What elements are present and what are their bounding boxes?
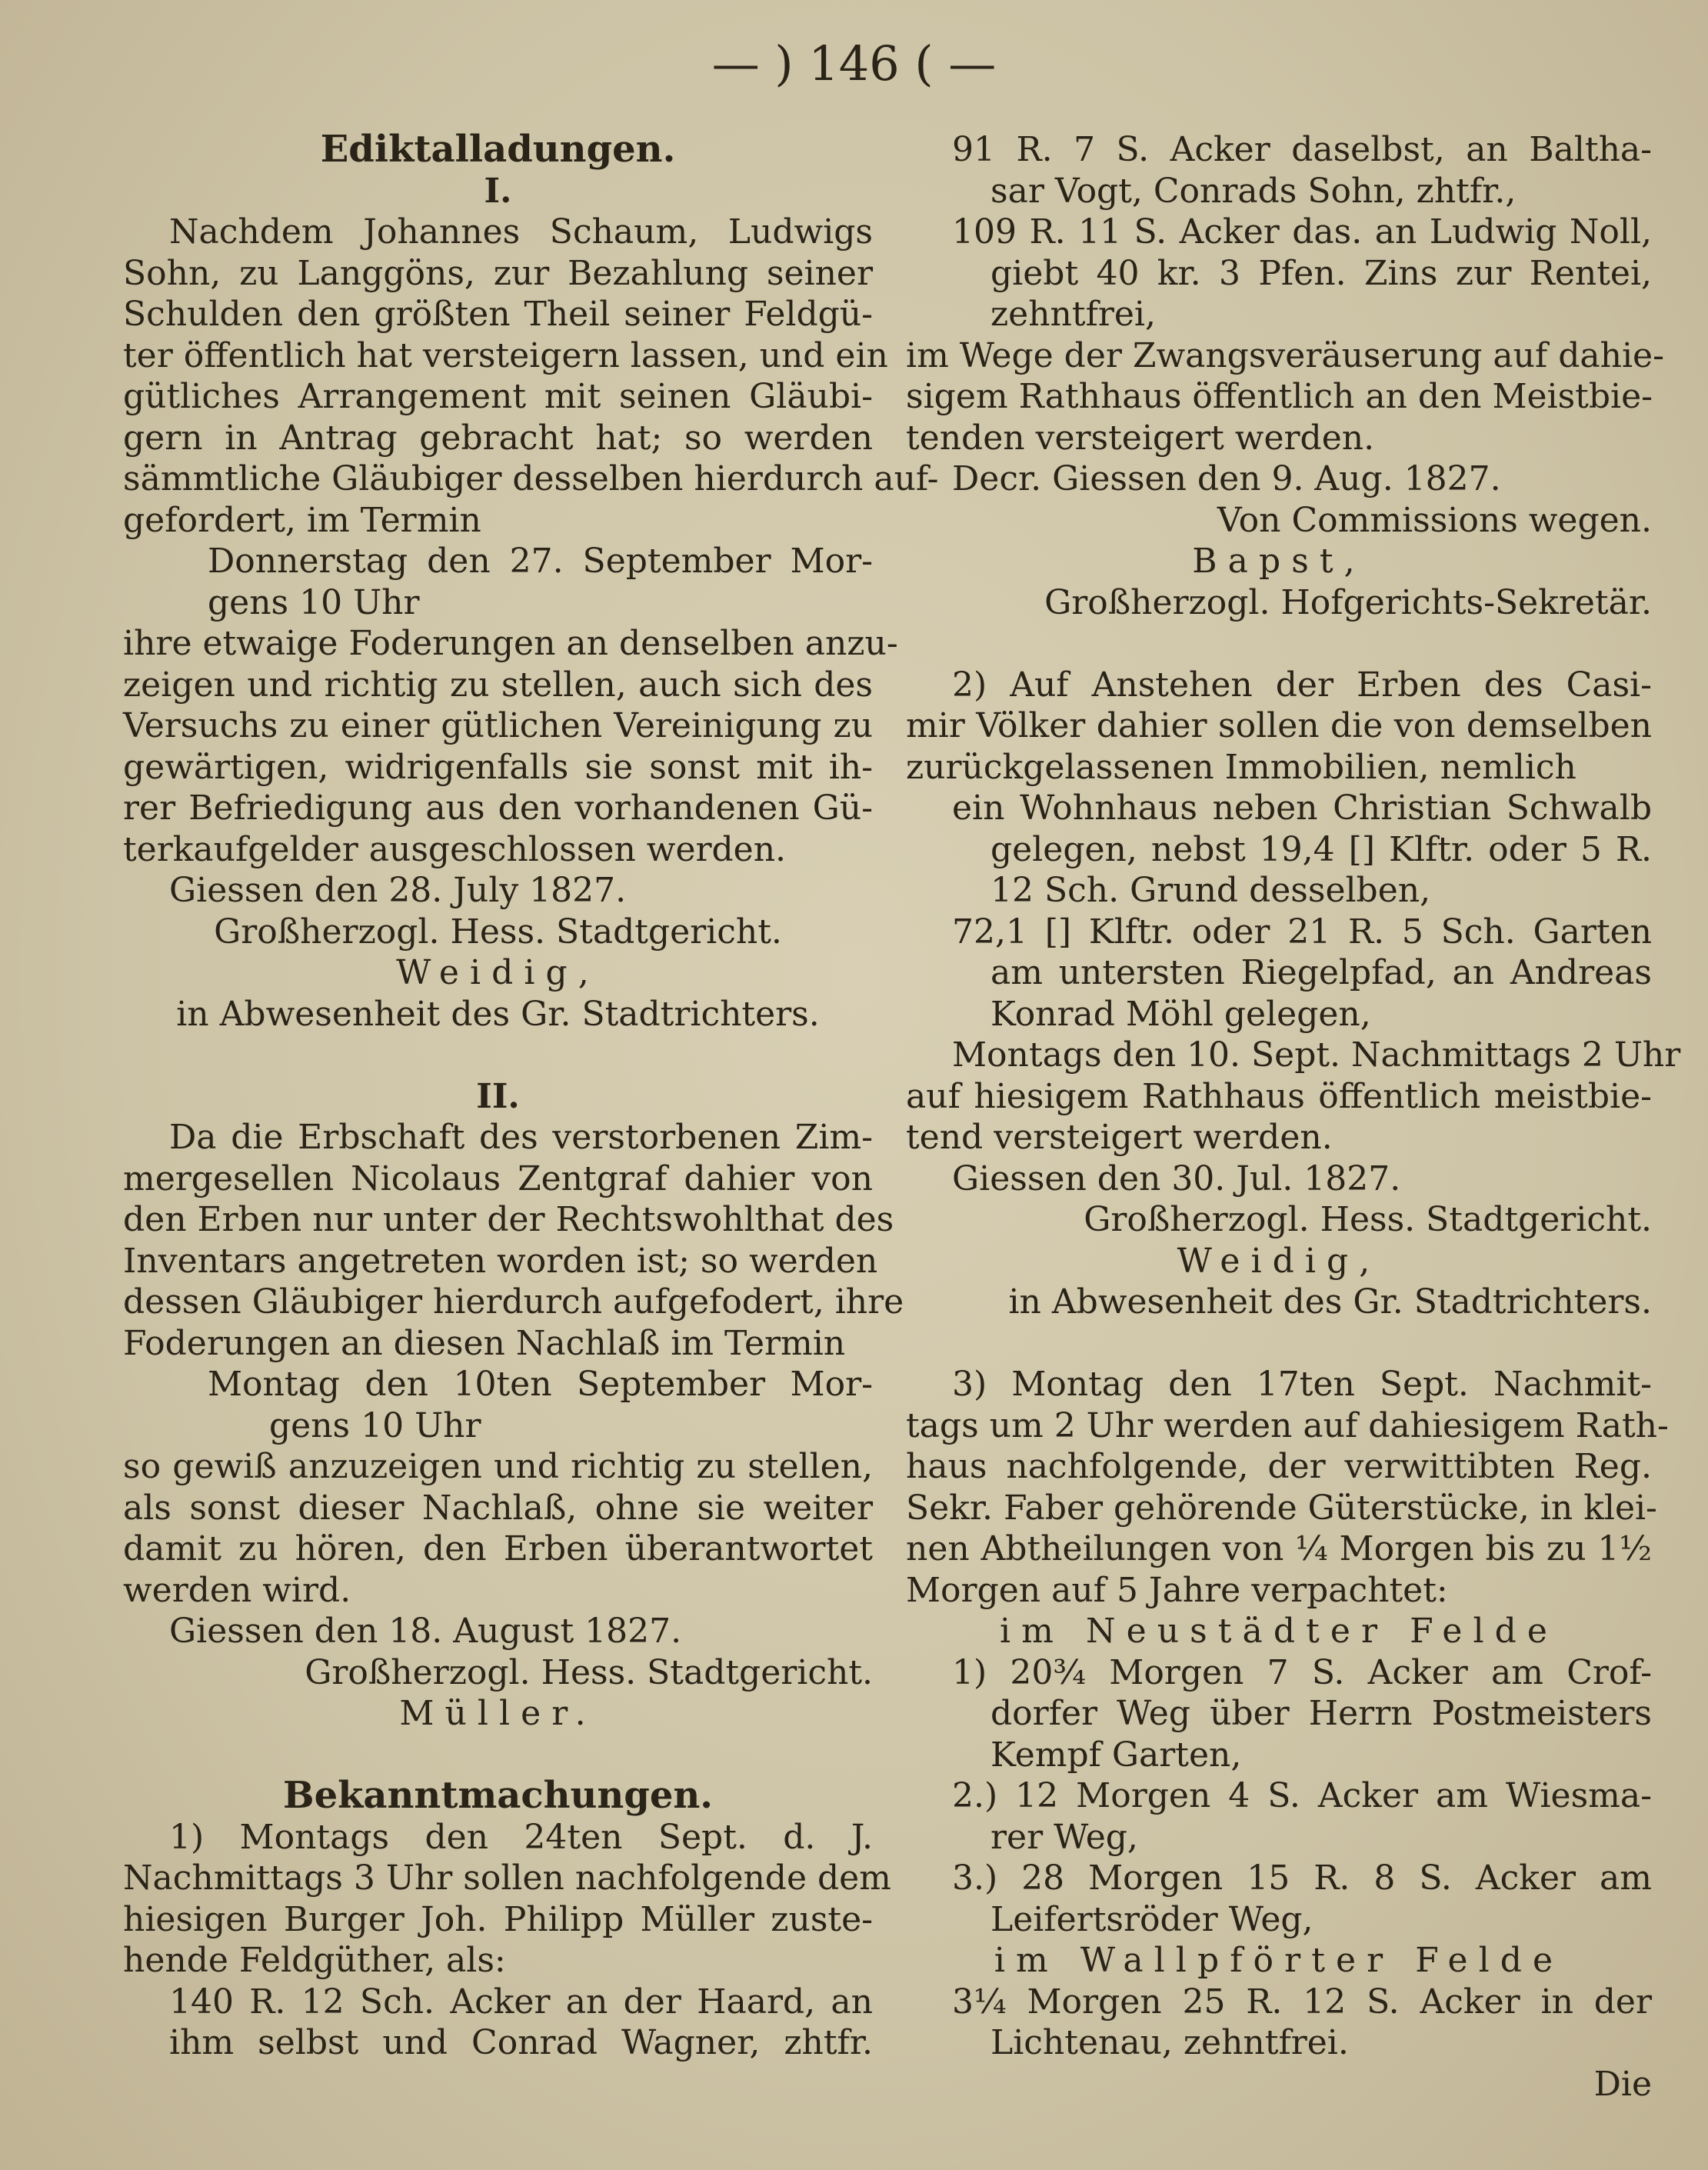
court-name: Großherzogl. Hess. Stadtgericht. — [214, 912, 782, 952]
signatory-name: Müller. — [399, 1694, 597, 1733]
text-line: nen Abtheilungen von ¼ Morgen bis zu 1½ — [906, 1529, 1652, 1568]
text-line: Sohn, zu Langgöns, zur Bezahlung seiner — [123, 253, 873, 293]
text-line: im Wege der Zwangsveräuserung auf dahie- — [906, 335, 1664, 375]
text-line: tend versteigert werden. — [906, 1118, 1333, 1157]
property-item: sar Vogt, Conrads Sohn, zhtfr., — [991, 171, 1517, 211]
place-date: Giessen den 30. Jul. 1827. — [952, 1158, 1401, 1198]
property-item: am untersten Riegelpfad, an Andreas — [991, 953, 1652, 992]
signatory-name: Weidig, — [1177, 1241, 1381, 1281]
text-line: Schulden den größten Theil seiner Feldgü- — [123, 295, 873, 334]
absence-note: in Abwesenheit des Gr. Stadtrichters. — [176, 994, 820, 1034]
place-date: Giessen den 28. July 1827. — [169, 871, 627, 910]
text-line: Da die Erbschaft des verstorbenen Zim- — [169, 1118, 873, 1157]
text-line: den Erben nur unter der Rechtswohlthat des — [123, 1200, 894, 1239]
section-heading-announcements: Bekanntmachungen. — [283, 1774, 713, 1817]
term-date: Donnerstag den 27. September Mor- — [208, 542, 873, 581]
property-item: zehntfrei, — [991, 295, 1156, 334]
text-line: tags um 2 Uhr werden auf dahiesigem Rath- — [906, 1405, 1669, 1445]
property-item: rer Weg, — [991, 1817, 1138, 1857]
text-line: 3) Montag den 17ten Sept. Nachmit- — [952, 1365, 1652, 1404]
text-line: hiesigen Burger Joh. Philipp Müller zuste- — [123, 1899, 873, 1939]
text-line: werden wird. — [123, 1570, 351, 1610]
text-line: Inventars angetreten worden ist; so werden — [123, 1241, 878, 1281]
left-column — [123, 128, 939, 2064]
text-line: Montags den 10. Sept. Nachmittags 2 Uhr — [952, 1035, 1681, 1075]
text-line: haus nachfolgende, der verwittibten Reg. — [906, 1447, 1652, 1486]
text-line: ter öffentlich hat versteigern lassen, und ein — [123, 335, 888, 375]
text-line: Morgen auf 5 Jahre verpachtet: — [906, 1570, 1448, 1610]
property-item: dorfer Weg über Herrn Postmeisters — [991, 1694, 1652, 1733]
text-line: tenden versteigert werden. — [906, 418, 1375, 458]
property-item: ein Wohnhaus neben Christian Schwalb — [952, 788, 1652, 828]
property-item: 3.) 28 Morgen 15 R. 8 S. Acker am — [952, 1858, 1652, 1898]
text-line: Sekr. Faber gehörende Güterstücke, in klei- — [906, 1488, 1657, 1528]
term-time: gens 10 Uhr — [208, 582, 420, 622]
property-item: Leifertsröder Weg, — [991, 1899, 1313, 1939]
text-line: gewärtigen, widrigenfalls sie sonst mit ih- — [123, 747, 873, 787]
right-column — [906, 129, 1681, 2105]
place-date: Giessen den 18. August 1827. — [169, 1612, 682, 1651]
text-line: 1) Montags den 24ten Sept. d. J. — [169, 1817, 873, 1857]
property-item: Kempf Garten, — [991, 1735, 1242, 1775]
text-line: als sonst dieser Nachlaß, ohne sie weiter — [123, 1488, 873, 1528]
court-name: Großherzogl. Hess. Stadtgericht. — [305, 1652, 873, 1692]
commission-note: Von Commissions wegen. — [1217, 500, 1652, 540]
text-line: sigem Rathhaus öffentlich an den Meistbie- — [906, 377, 1653, 416]
text-line: gütliches Arrangement mit seinen Gläubi- — [123, 377, 873, 416]
text-line: Foderungen an diesen Nachlaß im Termin — [123, 1323, 846, 1363]
text-line: Nachmittags 3 Uhr sollen nachfolgende dem — [123, 1858, 891, 1898]
property-item: 3¼ Morgen 25 R. 12 S. Acker in der — [952, 1982, 1652, 2022]
text-line: dessen Gläubiger hierdurch aufgefodert, ihre — [123, 1282, 904, 1322]
property-item: 2.) 12 Morgen 4 S. Acker am Wiesma- — [952, 1776, 1652, 1815]
signatory-name: Bapst, — [1192, 542, 1366, 581]
property-item: 72,1 [] Klftr. oder 21 R. 5 Sch. Garten — [952, 912, 1652, 952]
term-date: Montag den 10ten September Mor- — [208, 1365, 873, 1404]
text-line: rer Befriedigung aus den vorhandenen Gü- — [123, 788, 873, 828]
field-heading: im Wallpförter Felde — [994, 1941, 1564, 1980]
section-heading-edicts: Ediktalladungen. — [320, 128, 676, 171]
text-line: zeigen und richtig zu stellen, auch sich des — [123, 665, 873, 705]
absence-note: in Abwesenheit des Gr. Stadtrichters. — [1008, 1282, 1652, 1322]
notice-number: I. — [484, 171, 512, 211]
text-line: gern in Antrag gebracht hat; so werden — [123, 418, 873, 458]
notice-number: II. — [476, 1076, 520, 1116]
text-line: so gewiß anzuzeigen und richtig zu stellen, — [123, 1447, 873, 1486]
property-item: Konrad Möhl gelegen, — [991, 994, 1371, 1034]
text-line: mergesellen Nicolaus Zentgraf dahier von — [123, 1158, 873, 1198]
property-item: gelegen, nebst 19,4 [] Klftr. oder 5 R. — [991, 829, 1652, 869]
term-time: gens 10 Uhr — [269, 1405, 481, 1445]
text-line: ihre etwaige Foderungen an denselben anzu- — [123, 624, 898, 663]
text-line: gefordert, im Termin — [123, 500, 481, 540]
signatory-name: Weidig, — [396, 953, 600, 992]
text-line: 2) Auf Anstehen der Erben des Casi- — [952, 665, 1652, 705]
property-item: ihm selbst und Conrad Wagner, zhtfr. — [169, 2023, 873, 2062]
court-name: Großherzogl. Hess. Stadtgericht. — [1084, 1200, 1652, 1239]
place-date: Decr. Giessen den 9. Aug. 1827. — [952, 459, 1501, 498]
property-item: 1) 20¾ Morgen 7 S. Acker am Crof- — [952, 1652, 1652, 1692]
property-item: 109 R. 11 S. Acker das. an Ludwig Noll, — [952, 212, 1652, 252]
property-item: 91 R. 7 S. Acker daselbst, an Baltha- — [952, 130, 1652, 169]
text-line: damit zu hören, den Erben überantwortet — [123, 1529, 873, 1568]
text-line: hende Feldgüther, als: — [123, 1941, 506, 1980]
property-item: giebt 40 kr. 3 Pfen. Zins zur Rentei, — [991, 253, 1652, 293]
text-line: Nachdem Johannes Schaum, Ludwigs — [169, 212, 873, 252]
property-item: 140 R. 12 Sch. Acker an der Haard, an — [169, 1982, 873, 2022]
text-line: Versuchs zu einer gütlichen Vereinigung zu — [123, 706, 873, 745]
text-line: zurückgelassenen Immobilien, nemlich — [906, 747, 1576, 787]
text-line: sämmtliche Gläubiger desselben hierdurch auf- — [123, 459, 939, 498]
text-line: terkaufgelder ausgeschlossen werden. — [123, 829, 787, 869]
property-item: Lichtenau, zehntfrei. — [991, 2023, 1349, 2062]
text-line: mir Völker dahier sollen die von demselben — [906, 706, 1652, 745]
text-line: auf hiesigem Rathhaus öffentlich meistbie- — [906, 1076, 1652, 1116]
catchword: Die — [1593, 2064, 1652, 2104]
page-number: — ) 146 ( — — [711, 35, 997, 92]
signatory-title: Großherzogl. Hofgerichts-Sekretär. — [1044, 582, 1652, 622]
field-heading: im Neustädter Felde — [999, 1612, 1559, 1651]
property-item: 12 Sch. Grund desselben, — [991, 871, 1431, 910]
